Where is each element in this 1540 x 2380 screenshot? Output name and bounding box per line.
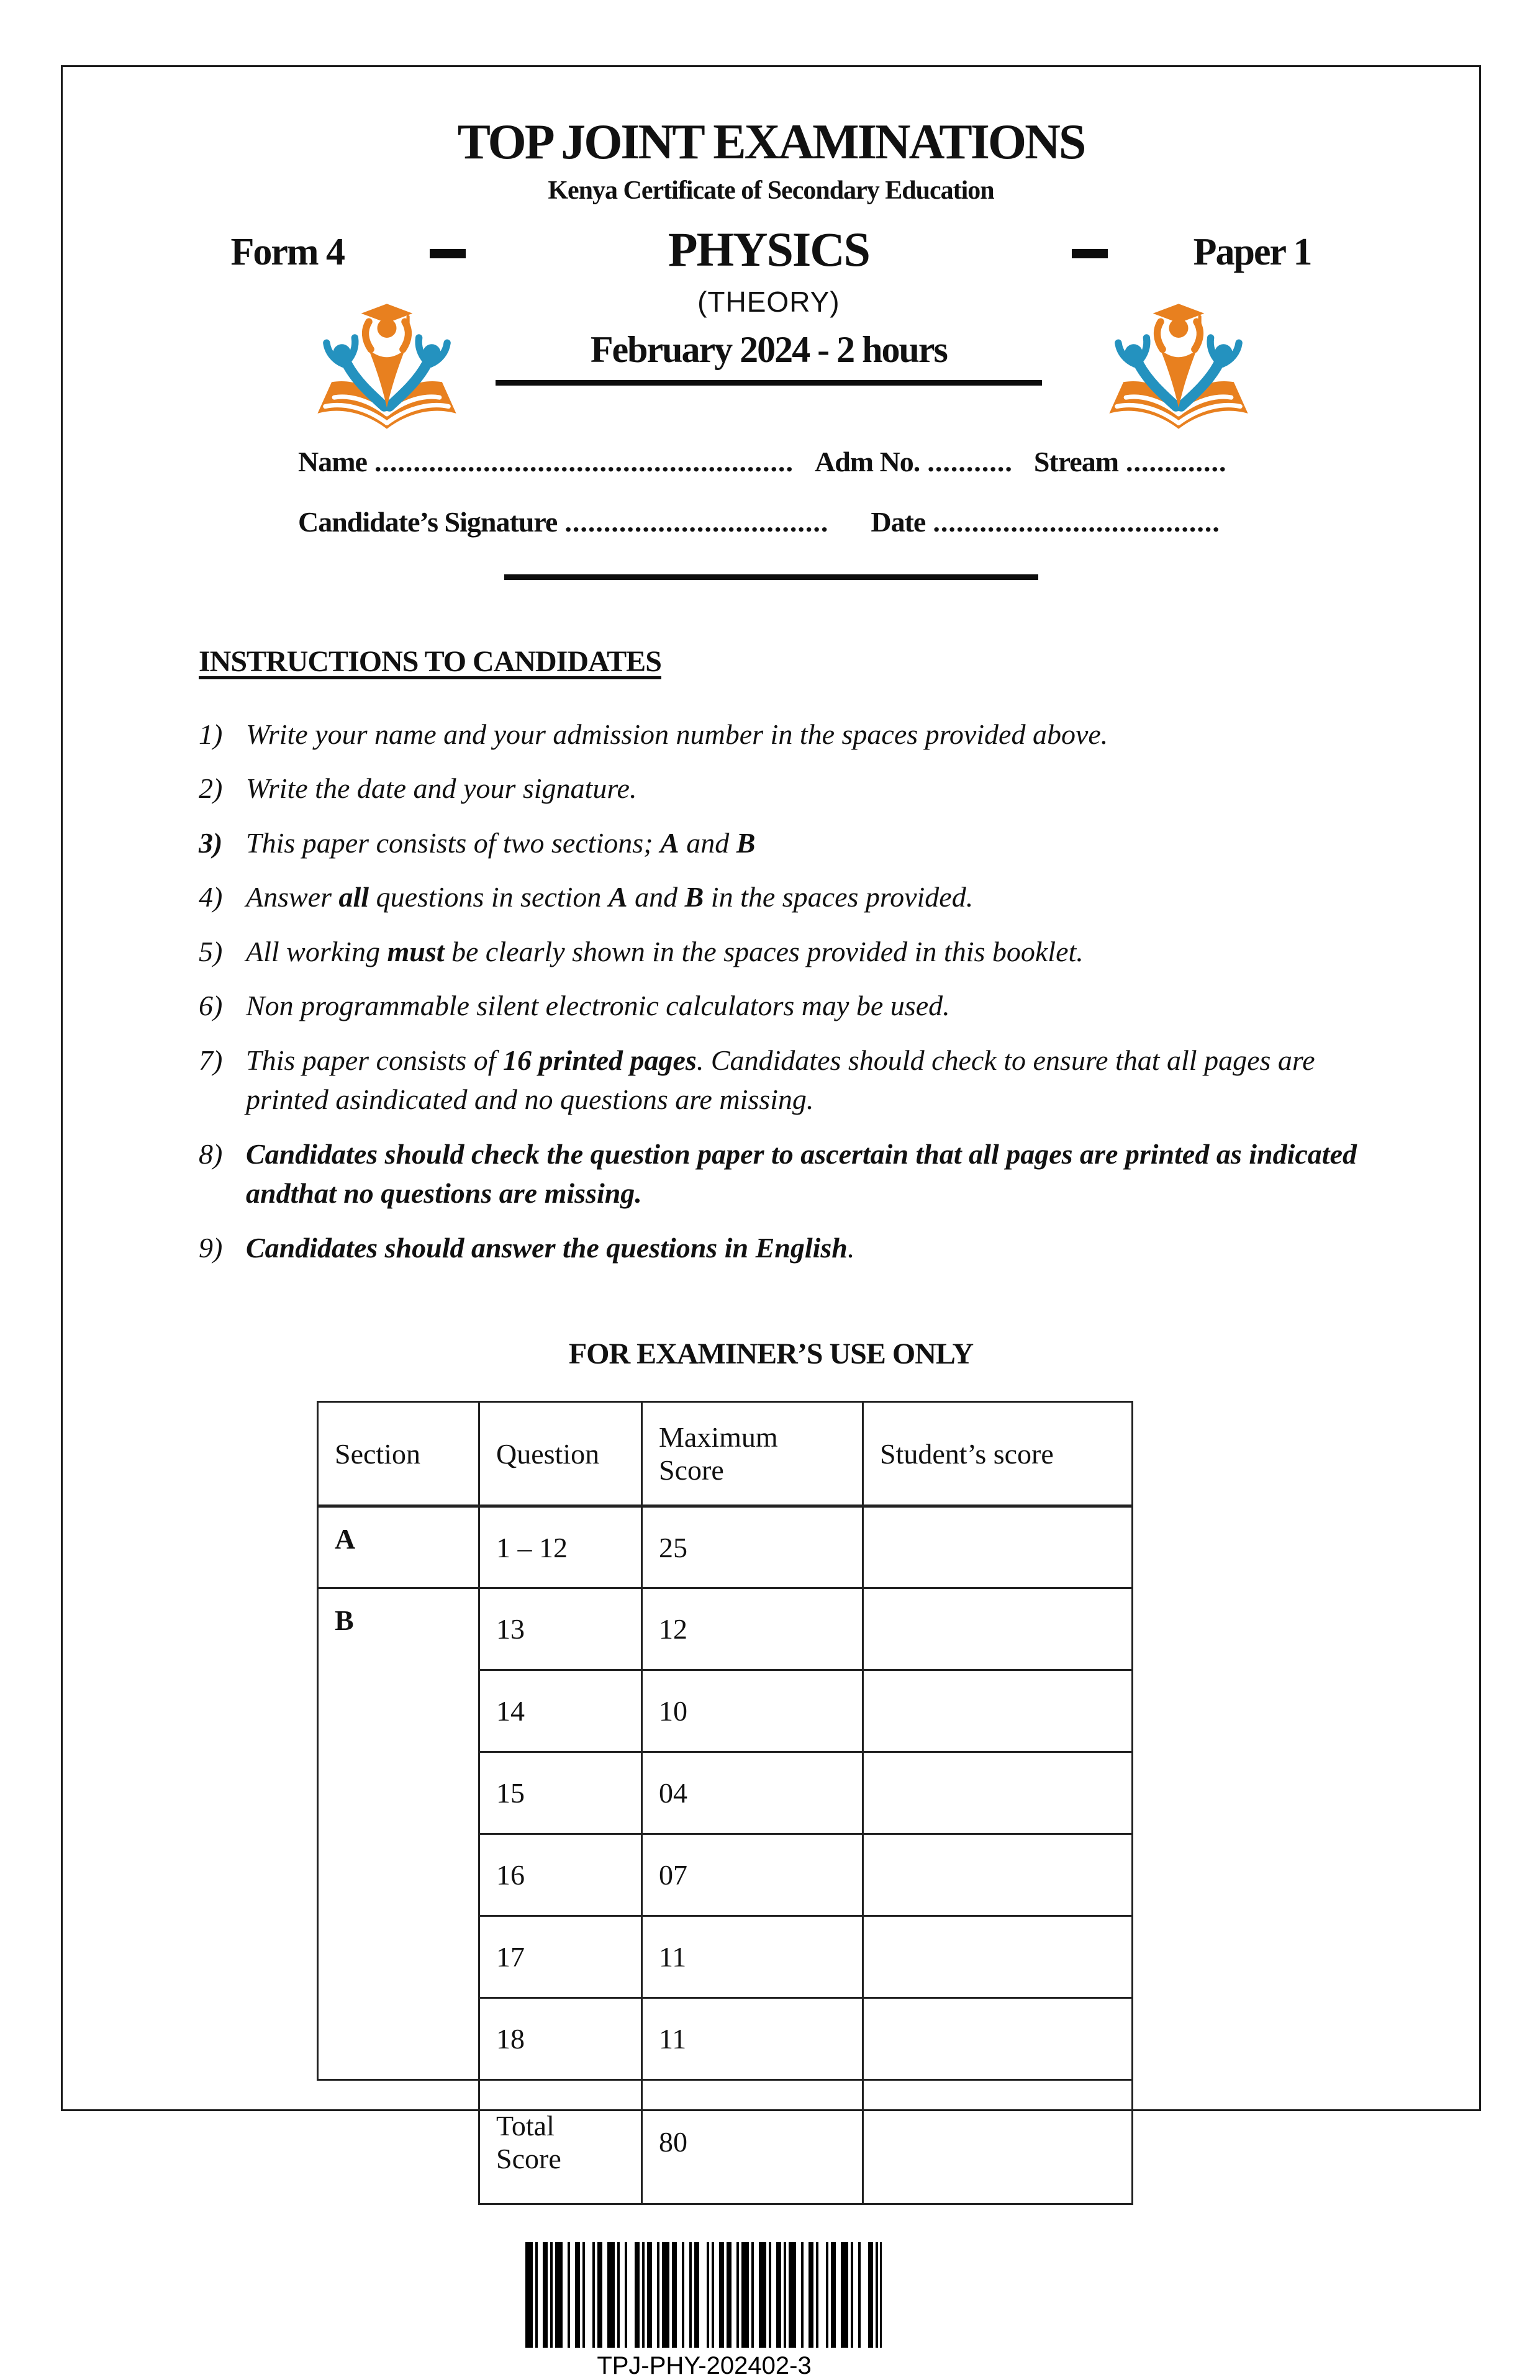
instruction-item bbox=[199, 715, 1383, 754]
instruction-text-segment: and bbox=[627, 881, 685, 913]
exam-board-title: TOP JOINT EXAMINATIONS bbox=[457, 115, 1085, 170]
subject-title: PHYSICS bbox=[668, 222, 869, 276]
instruction-text-segment: be clearly shown in the spaces provided in this booklet. bbox=[444, 935, 1084, 967]
table-header-cell: Maximum Score bbox=[642, 1402, 863, 1506]
instruction-text bbox=[246, 769, 1383, 808]
table-row-question bbox=[318, 1588, 1133, 1670]
name-fill-line: ...................................................... bbox=[374, 446, 794, 477]
stream-label: Stream bbox=[1033, 446, 1119, 477]
table-header-row bbox=[318, 1402, 1133, 1506]
examiner-use-title: FOR EXAMINER’S USE ONLY bbox=[568, 1337, 974, 1371]
instruction-text-segment: questions in section bbox=[369, 881, 609, 913]
section-label-cell: B bbox=[318, 1588, 479, 2080]
instruction-text bbox=[246, 715, 1383, 754]
student-score-cell bbox=[863, 1834, 1133, 1916]
table-cell: 1 – 12 bbox=[479, 1506, 642, 1588]
theory-label: (THEORY) bbox=[697, 286, 840, 318]
student-score-cell bbox=[863, 1670, 1133, 1752]
instruction-number: 7) bbox=[199, 1044, 223, 1076]
table-cell: 14 bbox=[479, 1670, 642, 1752]
signature-label: Candidate’s Signature bbox=[298, 506, 558, 538]
instruction-text-segment: in the spaces provided. bbox=[704, 881, 974, 913]
table-header-cell: Question bbox=[479, 1402, 642, 1506]
instruction-text-segment: . Candidates should check to ensure that all pages are printed asindicated and no questions are missing. bbox=[246, 1044, 1315, 1116]
instruction-item bbox=[199, 1228, 1383, 1267]
candidate-name-row bbox=[298, 445, 1316, 478]
instruction-text bbox=[246, 986, 1383, 1025]
total-score-label-cell: Total Score bbox=[479, 2080, 642, 2204]
instruction-item bbox=[199, 986, 1383, 1025]
instruction-text-segment: This paper consists of bbox=[246, 1044, 504, 1076]
instruction-text-segment: Write your name and your admission number in the spaces provided above. bbox=[246, 718, 1108, 750]
table-cell: 11 bbox=[642, 1916, 863, 1998]
candidate-signature-row bbox=[298, 505, 1316, 538]
barcode-caption: TPJ-PHY-202402-3 bbox=[597, 2352, 812, 2380]
table-cell: 07 bbox=[642, 1834, 863, 1916]
table-header-cell: Student’s score bbox=[863, 1402, 1133, 1506]
page-border-frame bbox=[61, 65, 1481, 2380]
instruction-number: 2) bbox=[199, 772, 223, 805]
section-divider-rule bbox=[504, 574, 1038, 580]
school-logo bbox=[310, 281, 464, 435]
instruction-number: 9) bbox=[199, 1231, 223, 1264]
adm-no-fill-line: ........... bbox=[927, 446, 1013, 477]
instruction-text-segment: Write the date and your signature. bbox=[246, 772, 637, 805]
student-score-cell bbox=[863, 1916, 1133, 1998]
table-cell: 11 bbox=[642, 1998, 863, 2080]
instruction-text-segment: Non programmable silent electronic calculators may be used. bbox=[246, 990, 950, 1022]
adm-no-label: Adm No. bbox=[814, 446, 920, 477]
instruction-text-segment: Answer bbox=[246, 881, 339, 913]
instruction-text-segment: All working bbox=[246, 935, 387, 967]
instruction-text-segment: . bbox=[847, 1231, 855, 1264]
student-score-cell bbox=[863, 1752, 1133, 1834]
table-cell: 80 bbox=[642, 2080, 863, 2204]
instruction-item bbox=[199, 823, 1383, 862]
date-label: Date bbox=[871, 506, 926, 538]
instruction-item bbox=[199, 932, 1383, 971]
table-cell: 15 bbox=[479, 1752, 642, 1834]
instructions-title: INSTRUCTIONS TO CANDIDATES bbox=[199, 645, 661, 678]
paper-label: Paper 1 bbox=[1193, 231, 1311, 273]
section-label-cell: A bbox=[318, 1506, 479, 1588]
instruction-text-segment: and bbox=[679, 826, 736, 859]
barcode-block bbox=[524, 2242, 884, 2380]
instruction-number: 4) bbox=[199, 881, 223, 913]
table-row-total bbox=[318, 2080, 1133, 2204]
instructions-list bbox=[199, 715, 1383, 1267]
dash-separator-right bbox=[1072, 249, 1108, 258]
dash-separator-left bbox=[430, 249, 466, 258]
instruction-text-segment: B bbox=[684, 881, 704, 913]
instruction-number: 8) bbox=[199, 1138, 223, 1170]
barcode-icon bbox=[524, 2242, 884, 2348]
instruction-text bbox=[246, 823, 1383, 862]
table-cell: 12 bbox=[642, 1588, 863, 1670]
instruction-text bbox=[246, 1228, 1383, 1267]
table-cell: 17 bbox=[479, 1916, 642, 1998]
table-cell: 10 bbox=[642, 1670, 863, 1752]
instruction-text bbox=[246, 1134, 1383, 1213]
instruction-text-segment: 16 printed pages bbox=[503, 1044, 697, 1076]
instruction-text-segment: A bbox=[660, 826, 679, 859]
instruction-number: 5) bbox=[199, 935, 223, 967]
instruction-text-segment: B bbox=[736, 826, 756, 859]
school-logo bbox=[1102, 281, 1256, 435]
instruction-item bbox=[199, 877, 1383, 916]
table-header-cell: Section bbox=[318, 1402, 479, 1506]
instruction-text-segment: all bbox=[338, 881, 369, 913]
instruction-text-segment: Candidates should answer the questions in English bbox=[246, 1231, 848, 1264]
ghost-cell bbox=[318, 2080, 479, 2204]
instruction-number: 1) bbox=[199, 718, 223, 750]
instruction-text-segment: A bbox=[608, 881, 628, 913]
table-cell: 16 bbox=[479, 1834, 642, 1916]
certificate-subtitle: Kenya Certificate of Secondary Education bbox=[548, 176, 994, 205]
table-cell: 13 bbox=[479, 1588, 642, 1670]
student-score-cell bbox=[863, 1998, 1133, 2080]
instruction-item bbox=[199, 1134, 1383, 1213]
instruction-text-segment: This paper consists of two sections; bbox=[246, 826, 661, 859]
subject-stack bbox=[551, 222, 986, 386]
student-score-cell bbox=[863, 1588, 1133, 1670]
instruction-text bbox=[246, 932, 1383, 971]
student-score-cell bbox=[863, 2080, 1133, 2204]
instruction-text bbox=[246, 877, 1383, 916]
instruction-number: 6) bbox=[199, 990, 223, 1022]
table-cell: 25 bbox=[642, 1506, 863, 1588]
instruction-item bbox=[199, 769, 1383, 808]
instruction-text bbox=[246, 1041, 1383, 1120]
table-row-section-a bbox=[318, 1506, 1133, 1588]
instruction-number: 3) bbox=[199, 826, 223, 859]
instruction-item bbox=[199, 1041, 1383, 1120]
instruction-text-segment: Candidates should check the question paper to ascertain that all pages are printed as indicated andthat no questions are missing. bbox=[246, 1138, 1357, 1210]
instruction-text-segment: must bbox=[387, 935, 445, 967]
student-score-cell bbox=[863, 1506, 1133, 1588]
date-duration: February 2024 - 2 hours bbox=[590, 329, 947, 370]
form-label: Form 4 bbox=[230, 231, 345, 273]
stream-fill-line: ............. bbox=[1126, 446, 1227, 477]
signature-fill-line: .................................. bbox=[564, 506, 829, 538]
header-underline-rule bbox=[496, 380, 1042, 386]
examiner-table bbox=[317, 1401, 1133, 2205]
name-label: Name bbox=[298, 446, 367, 477]
date-fill-line: ..................................... bbox=[933, 506, 1220, 538]
table-cell: 18 bbox=[479, 1998, 642, 2080]
table-cell: 04 bbox=[642, 1752, 863, 1834]
